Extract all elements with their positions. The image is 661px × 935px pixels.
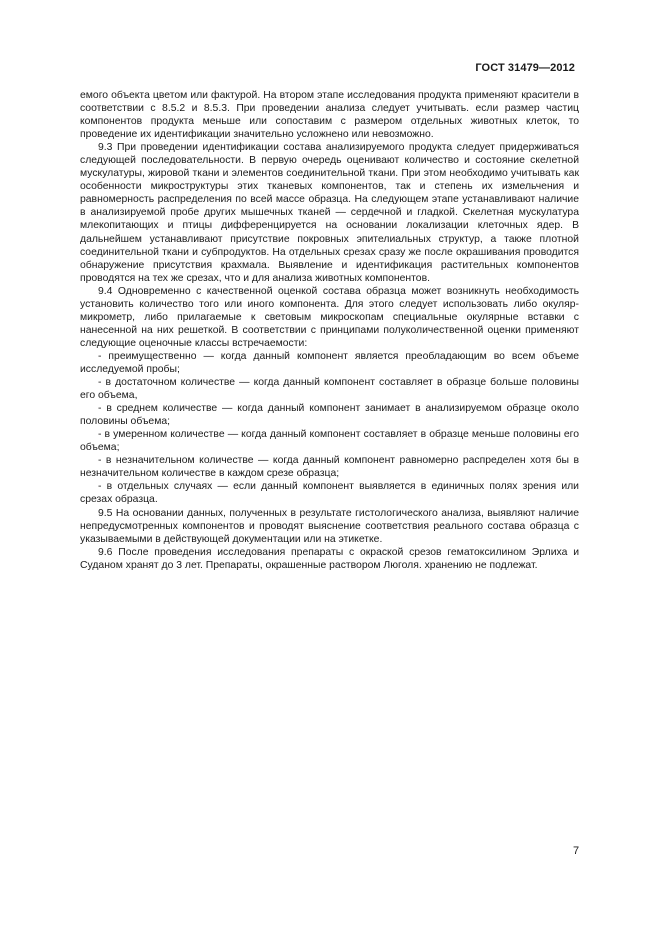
list-item-class-5: - в незначительном количестве — когда данный компонент равномерно распределен хотя бы в незначительном количестве в каждом срезе образца; [80, 455, 579, 480]
paragraph-continuation: емого объекта цветом или фактурой. На втором этапе исследования продукта применяют красители в соответствии с 8.5.2 и 8.5.3. При проведении анализа следует учитывать. если размер частиц компонентов продукта меньше или сопоставим с размером отдельных животных клеток, то проведение их идентификации значительно усложнено или невозможно. [80, 90, 579, 141]
paragraph-9-5: 9.5 На основании данных, полученных в результате гистологического анализа, выявляют наличие непредусмотренных компонентов и проводят выяснение соответствия реального состава образца с указываемыми в действующей документации или на этикетке. [80, 507, 579, 545]
document-body [80, 89, 579, 572]
list-item-class-1: - преимущественно — когда данный компонент является преобладающим во всем объеме исследуемой пробы; [80, 350, 579, 375]
paragraph-9-4: 9.4 Одновременно с качественной оценкой состава образца может возникнуть необходимость установить количество того или иного компонента. Для этого следует использовать либо окуляр-микрометр, либо прилагаемые к световым микроскопам специальные окулярные вставки с нанесенной на них решеткой. В соответствии с принципами полуколичественной оценки применяют следующие оценочные классы встречаемости: [80, 285, 579, 349]
list-item-class-3: - в среднем количестве — когда данный компонент занимает в анализируемом образце около половины объема; [80, 403, 579, 428]
paragraph-9-6: 9.6 После проведения исследования препараты с окраской срезов гематоксилином Эрлиха и Суданом хранят до 3 лет. Препараты, окрашенные раствором Люголя. хранению не подлежат. [80, 546, 579, 571]
paragraph-9-3: 9.3 При проведении идентификации состава анализируемого продукта следует придерживаться следующей последовательности. В первую очередь оценивают количество и состояние скелетной мускулатуры, жировой ткани и элементов соединительной ткани. При этом необходимо учитывать как особенности микроструктуры этих тканевых компонентов, так и степень их измельчения и равномерность распределения по всей массе образца. На следующем этапе устанавливают наличие в анализируемой пробе других мышечных тканей — сердечной и гладкой. Скелетная мускулатура млекопитающих и птицы дифференцируется на основании локализации клеточных ядер. В дальнейшем устанавливают присутствие покровных эпителиальных структур, а также плотной соединительной ткани и субпродуктов. На отдельных срезах сразу же после окрашивания проводится обнаружение присутствия крахмала. Выявление и идентификация растительных компонентов проводятся на тех же срезах, что и для анализа животных компонентов. [80, 142, 579, 284]
list-item-class-4: - в умеренном количестве — когда данный компонент составляет в образце меньше половины его объема; [80, 429, 579, 454]
list-item-class-2: - в достаточном количестве — когда данный компонент составляет в образце больше половины его объема, [80, 377, 579, 402]
list-item-class-6: - в отдельных случаях — если данный компонент выявляется в единичных полях зрения или срезах образца. [80, 481, 579, 506]
standard-header: ГОСТ 31479—2012 [475, 62, 575, 74]
page-number: 7 [573, 845, 580, 857]
